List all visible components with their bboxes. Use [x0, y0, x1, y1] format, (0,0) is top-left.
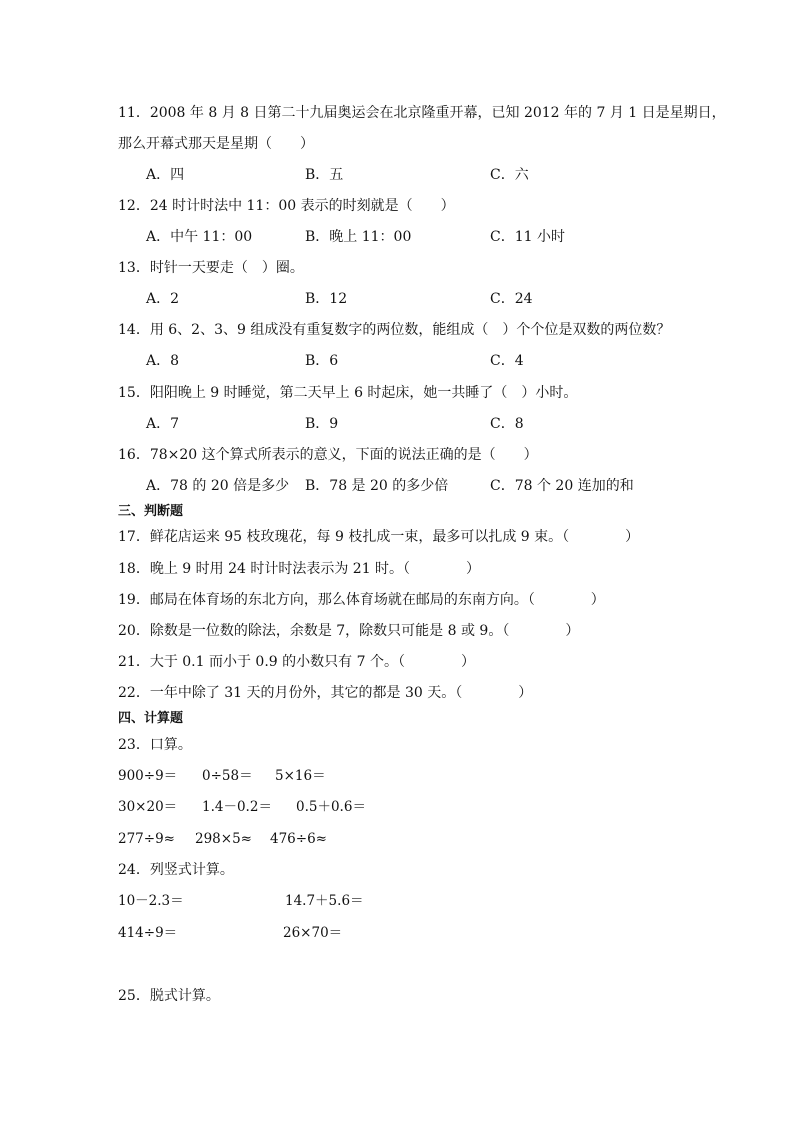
q20-text: 20．除数是一位数的除法，余数是 7，除数只可能是 8 或 9。（ ） [118, 623, 580, 639]
q12-text: 12．24 时计时法中 11：00 表示的时刻就是（ ） [118, 198, 455, 214]
q11-option-b: B．五 [305, 167, 344, 183]
q12-option-c: C．11 小时 [490, 229, 565, 245]
q23-item: 0÷58＝ [202, 768, 253, 784]
q16-option-b: B．78 是 20 的多少倍 [305, 478, 449, 494]
q24-item: 414÷9＝ [118, 925, 178, 941]
q13-option-b: B．12 [305, 291, 348, 307]
q23-item: 30×20＝ [118, 799, 178, 815]
q17-text: 17．鲜花店运来 95 枝玫瑰花，每 9 枝扎成一束，最多可以扎成 9 束。（ ） [118, 529, 640, 545]
q23-title: 23．口算。 [118, 737, 192, 753]
q19-text: 19．邮局在体育场的东北方向，那么体育场就在邮局的东南方向。（ ） [118, 592, 605, 608]
q23-item: 298×5≈ [195, 831, 252, 847]
q23-item: 277÷9≈ [118, 831, 175, 847]
q23-item: 5×16＝ [275, 768, 326, 784]
q14-text: 14．用 6、2、3、9 组成没有重复数字的两位数，能组成（ ）个个位是双数的两位数？ [118, 322, 671, 338]
q23-item: 476÷6≈ [270, 831, 327, 847]
q15-option-c: C．8 [490, 416, 524, 432]
q24-item: 14.7＋5.6＝ [285, 893, 364, 909]
q24-title: 24．列竖式计算。 [118, 862, 234, 878]
q15-text: 15．阳阳晚上 9 时睡觉，第二天早上 6 时起床，她一共睡了（ ）小时。 [118, 385, 578, 401]
q11-line2: 那么开幕式那天是星期（ ） [118, 136, 314, 152]
section-heading-calculation: 四、计算题 [118, 711, 184, 726]
q24-item: 10－2.3＝ [118, 893, 184, 909]
q25-title: 25．脱式计算。 [118, 988, 220, 1004]
q14-option-a: A．8 [146, 353, 180, 369]
q15-option-a: A．7 [146, 416, 180, 432]
q13-option-a: A．2 [146, 291, 180, 307]
q11-option-c: C．六 [490, 167, 529, 183]
q11-line1: 11．2008 年 8 月 8 日第二十九届奥运会在北京隆重开幕，已知 2012 年的 7 月 1 日是星期日， [118, 105, 726, 121]
q23-item: 1.4－0.2＝ [202, 799, 272, 815]
q13-text: 13．时针一天要走（ ）圈。 [118, 260, 304, 276]
q24-item: 26×70＝ [283, 925, 343, 941]
q12-option-a: A．中午 11：00 [146, 229, 253, 245]
q16-option-a: A．78 的 20 倍是多少 [146, 478, 290, 494]
q21-text: 21．大于 0.1 而小于 0.9 的小数只有 7 个。（ ） [118, 654, 475, 670]
q15-option-b: B．9 [305, 416, 339, 432]
q13-option-c: C．24 [490, 291, 533, 307]
q23-item: 0.5＋0.6＝ [296, 799, 366, 815]
section-heading-judgement: 三、判断题 [118, 504, 184, 519]
q18-text: 18．晚上 9 时用 24 时计时法表示为 21 时。（ ） [118, 561, 481, 577]
q14-option-c: C．4 [490, 353, 524, 369]
q12-option-b: B．晚上 11：00 [305, 229, 412, 245]
q14-option-b: B．6 [305, 353, 339, 369]
q23-item: 900÷9＝ [118, 768, 178, 784]
q22-text: 22．一年中除了 31 天的月份外，其它的都是 30 天。（ ） [118, 685, 533, 701]
q16-option-c: C．78 个 20 连加的和 [490, 478, 634, 494]
q16-text: 16．78×20 这个算式所表示的意义，下面的说法正确的是（ ） [118, 447, 538, 463]
q11-option-a: A．四 [146, 167, 185, 183]
